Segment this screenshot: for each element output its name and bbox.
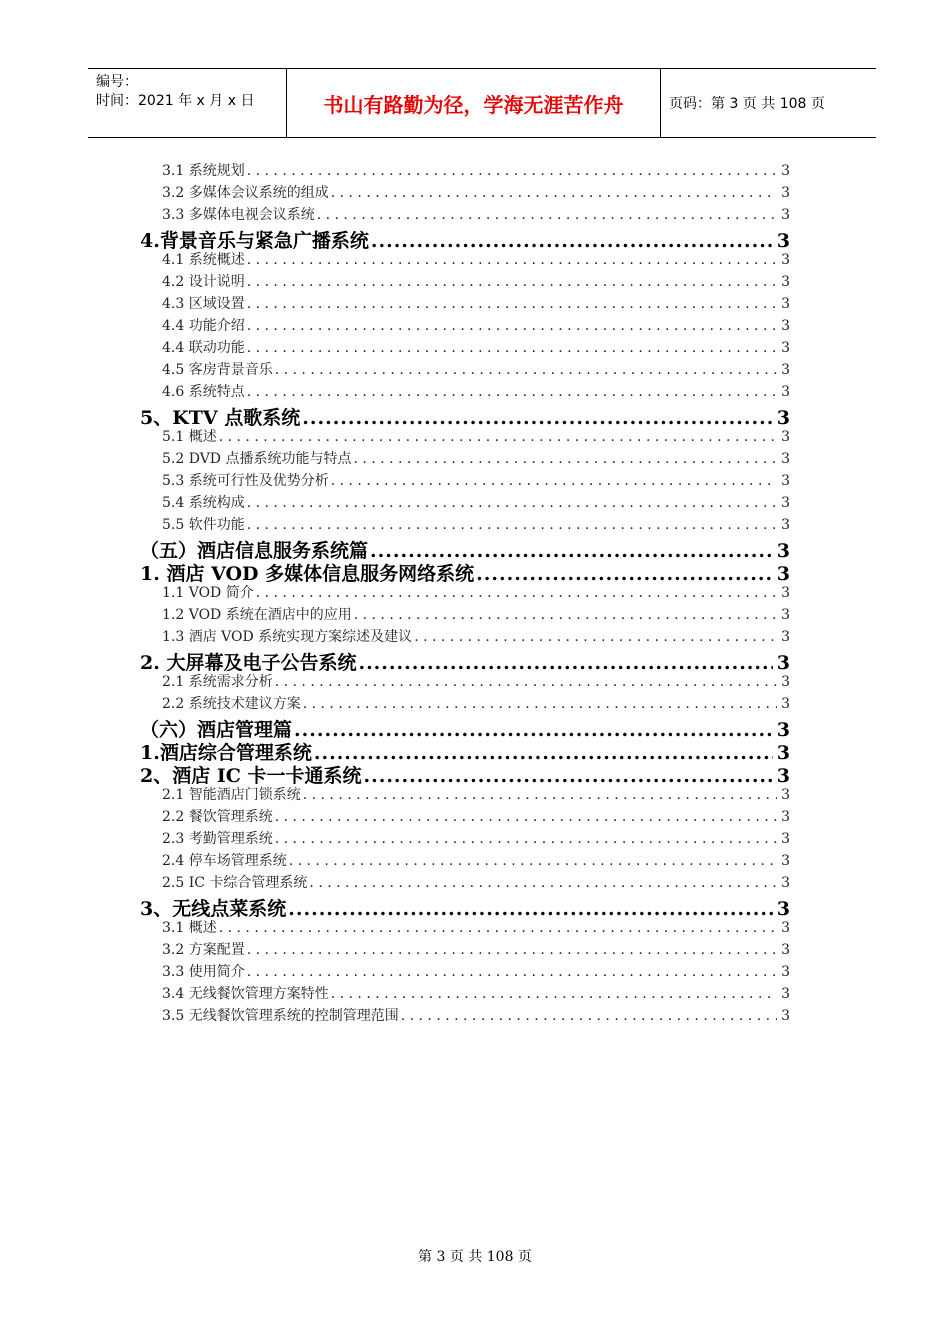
toc-entry-page: 3: [781, 517, 790, 533]
toc-entry[interactable]: [140, 917, 790, 939]
toc-leader-dots: [275, 831, 777, 847]
toc-entry-page: 3: [781, 853, 790, 869]
toc-entry-page: 3: [781, 629, 790, 645]
toc-entry-title: 4.2 设计说明: [162, 274, 245, 290]
toc-leader-dots: [247, 252, 777, 268]
toc-heading-entry[interactable]: [140, 403, 790, 426]
toc-entry-page: 3: [776, 652, 790, 671]
toc-entry[interactable]: [140, 160, 790, 182]
toc-entry-title: 3.5 无线餐饮管理系统的控制管理范围: [162, 1008, 399, 1024]
toc-entry-title: （六）酒店管理篇: [140, 719, 293, 738]
toc-entry-title: 4.1 系统概述: [162, 252, 245, 268]
toc-entry-title: 3.2 多媒体会议系统的组成: [162, 185, 329, 201]
toc-leader-dots: [303, 787, 777, 803]
toc-entry-page: 3: [781, 585, 790, 601]
toc-leader-dots: [353, 451, 777, 467]
toc-leader-dots: [256, 585, 777, 601]
toc-entry-title: 4.6 系统特点: [162, 384, 245, 400]
toc-entry-page: 3: [781, 875, 790, 891]
page-header: [88, 68, 876, 138]
toc-entry-page: 3: [781, 674, 790, 690]
toc-heading-entry[interactable]: [140, 648, 790, 671]
toc-heading-entry[interactable]: [140, 536, 790, 559]
toc-entry-title: 2.5 IC 卡综合管理系统: [162, 875, 308, 891]
header-page-info: 页码：第 3 页 共 108 页: [669, 96, 825, 112]
toc-entry-page: 3: [781, 696, 790, 712]
toc-entry-page: 3: [781, 318, 790, 334]
toc-entry[interactable]: [140, 426, 790, 448]
toc-leader-dots: [303, 696, 777, 712]
toc-entry-title: 4.3 区域设置: [162, 296, 245, 312]
toc-leader-dots: [363, 765, 772, 784]
toc-leader-dots: [247, 384, 777, 400]
header-time: 时间：2021 年 x 月 x 日: [96, 93, 255, 109]
toc-entry[interactable]: [140, 204, 790, 226]
toc-entry-title: 2.2 系统技术建议方案: [162, 696, 301, 712]
toc-entry-page: 3: [781, 384, 790, 400]
toc-leader-dots: [247, 942, 777, 958]
toc-leader-dots: [247, 517, 777, 533]
toc-leader-dots: [317, 207, 777, 223]
toc-entry-page: 3: [776, 540, 790, 559]
page-footer: 第 3 页 共 108 页: [418, 1249, 532, 1265]
toc-entry[interactable]: [140, 359, 790, 381]
toc-entry-page: 3: [781, 787, 790, 803]
toc-entry-title: 1. 酒店 VOD 多媒体信息服务网络系统: [140, 563, 475, 582]
toc-entry-title: 5.2 DVD 点播系统功能与特点: [162, 451, 352, 467]
toc-leader-dots: [288, 898, 773, 917]
toc-leader-dots: [294, 719, 773, 738]
toc-heading-entry[interactable]: [140, 559, 790, 582]
toc-entry-page: 3: [781, 362, 790, 378]
toc-entry-page: 3: [781, 986, 790, 1002]
toc-entry-page: 3: [781, 495, 790, 511]
toc-entry-title: 3.1 系统规划: [162, 163, 245, 179]
toc-entry-page: 3: [776, 898, 790, 917]
toc-entry-title: 2.2 餐饮管理系统: [162, 809, 273, 825]
toc-entry-title: 1.2 VOD 系统在酒店中的应用: [162, 607, 352, 623]
toc-entry-title: 2、酒店 IC 卡一卡通系统: [140, 765, 362, 784]
toc-leader-dots: [247, 495, 777, 511]
toc-entry-title: 5.3 系统可行性及优势分析: [162, 473, 329, 489]
toc-entry-page: 3: [776, 765, 790, 784]
toc-entry[interactable]: [140, 604, 790, 626]
toc-leader-dots: [247, 296, 777, 312]
toc-entry-page: 3: [781, 207, 790, 223]
toc-leader-dots: [331, 473, 777, 489]
toc-leader-dots: [414, 629, 777, 645]
toc-entry-title: 5.4 系统构成: [162, 495, 245, 511]
toc-entry-title: 3、无线点菜系统: [140, 898, 287, 917]
toc-heading-entry[interactable]: [140, 894, 790, 917]
toc-entry[interactable]: [140, 182, 790, 204]
header-meta: [88, 69, 287, 137]
toc-leader-dots: [247, 318, 777, 334]
toc-heading-entry[interactable]: [140, 226, 790, 249]
toc-entry-page: 3: [781, 296, 790, 312]
toc-entry-page: 3: [781, 252, 790, 268]
toc-entry[interactable]: [140, 249, 790, 271]
toc-entry-page: 3: [776, 719, 790, 738]
toc-entry-page: 3: [781, 163, 790, 179]
toc-entry-title: 2.1 智能酒店门锁系统: [162, 787, 301, 803]
toc-entry-page: 3: [781, 831, 790, 847]
toc-entry-title: （五）酒店信息服务系统篇: [140, 540, 369, 559]
toc-leader-dots: [331, 986, 777, 1002]
toc-leader-dots: [275, 809, 777, 825]
toc-entry-page: 3: [781, 274, 790, 290]
toc-entry[interactable]: [140, 693, 790, 715]
toc-entry-page: 3: [781, 964, 790, 980]
toc-entry[interactable]: [140, 784, 790, 806]
toc-entry-title: 4.背景音乐与紧急广播系统: [140, 230, 369, 249]
toc-entry[interactable]: [140, 381, 790, 403]
toc-leader-dots: [476, 563, 773, 582]
toc-entry[interactable]: [140, 337, 790, 359]
toc-leader-dots: [219, 429, 777, 445]
table-of-contents: [140, 160, 790, 1027]
toc-entry-page: 3: [781, 340, 790, 356]
header-bianhao: 编号：: [96, 74, 138, 90]
toc-entry[interactable]: [140, 315, 790, 337]
toc-entry-page: 3: [781, 920, 790, 936]
toc-leader-dots: [314, 742, 773, 761]
toc-entry[interactable]: [140, 293, 790, 315]
toc-entry[interactable]: [140, 470, 790, 492]
toc-entry-title: 3.3 使用简介: [162, 964, 245, 980]
toc-heading-entry[interactable]: [140, 715, 790, 738]
toc-entry-title: 3.1 概述: [162, 920, 217, 936]
toc-entry[interactable]: [140, 582, 790, 604]
toc-leader-dots: [354, 607, 777, 623]
toc-entry[interactable]: [140, 806, 790, 828]
toc-entry-page: 3: [781, 1008, 790, 1024]
toc-entry-page: 3: [781, 473, 790, 489]
toc-entry-title: 3.2 方案配置: [162, 942, 245, 958]
toc-entry[interactable]: [140, 448, 790, 470]
toc-entry-page: 3: [781, 607, 790, 623]
toc-entry[interactable]: [140, 961, 790, 983]
toc-leader-dots: [275, 674, 777, 690]
toc-heading-entry[interactable]: [140, 761, 790, 784]
toc-entry-page: 3: [776, 742, 790, 761]
toc-leader-dots: [289, 853, 777, 869]
toc-leader-dots: [370, 540, 773, 559]
toc-entry[interactable]: [140, 939, 790, 961]
toc-entry[interactable]: [140, 983, 790, 1005]
toc-entry-title: 1.3 酒店 VOD 系统实现方案综述及建议: [162, 629, 413, 645]
toc-entry-page: 3: [781, 809, 790, 825]
toc-leader-dots: [247, 964, 777, 980]
toc-entry[interactable]: [140, 828, 790, 850]
toc-entry[interactable]: [140, 1005, 790, 1027]
toc-leader-dots: [275, 362, 777, 378]
header-motto: 书山有路勤为径，学海无涯苦作舟: [287, 69, 661, 137]
toc-entry-title: 3.3 多媒体电视会议系统: [162, 207, 315, 223]
toc-entry-page: 3: [776, 407, 790, 426]
toc-entry-page: 3: [781, 185, 790, 201]
toc-entry-title: 2.4 停车场管理系统: [162, 853, 287, 869]
toc-entry-title: 4.4 联动功能: [162, 340, 245, 356]
toc-leader-dots: [309, 875, 777, 891]
toc-entry-page: 3: [776, 563, 790, 582]
toc-leader-dots: [401, 1008, 777, 1024]
toc-entry-title: 5.1 概述: [162, 429, 217, 445]
toc-leader-dots: [371, 230, 773, 249]
toc-entry-title: 1.1 VOD 简介: [162, 585, 254, 601]
toc-leader-dots: [302, 407, 773, 426]
toc-entry-page: 3: [781, 451, 790, 467]
toc-entry-page: 3: [781, 429, 790, 445]
toc-entry-title: 3.4 无线餐饮管理方案特性: [162, 986, 329, 1002]
toc-entry-title: 2.1 系统需求分析: [162, 674, 273, 690]
toc-leader-dots: [358, 652, 772, 671]
toc-entry-title: 5.5 软件功能: [162, 517, 245, 533]
toc-heading-entry[interactable]: [140, 738, 790, 761]
toc-leader-dots: [219, 920, 777, 936]
toc-entry-page: 3: [781, 942, 790, 958]
toc-entry-title: 4.5 客房背景音乐: [162, 362, 273, 378]
toc-entry[interactable]: [140, 626, 790, 648]
toc-entry[interactable]: [140, 671, 790, 693]
toc-entry[interactable]: [140, 271, 790, 293]
toc-leader-dots: [247, 163, 777, 179]
toc-leader-dots: [247, 274, 777, 290]
toc-entry-page: 3: [776, 230, 790, 249]
toc-entry[interactable]: [140, 850, 790, 872]
toc-entry-title: 4.4 功能介绍: [162, 318, 245, 334]
toc-entry-title: 2. 大屏幕及电子公告系统: [140, 652, 357, 671]
toc-entry-title: 1.酒店综合管理系统: [140, 742, 312, 761]
toc-entry-title: 2.3 考勤管理系统: [162, 831, 273, 847]
toc-entry[interactable]: [140, 492, 790, 514]
toc-entry-title: 5、KTV 点歌系统: [140, 407, 301, 426]
toc-entry[interactable]: [140, 514, 790, 536]
toc-leader-dots: [247, 340, 777, 356]
toc-leader-dots: [331, 185, 777, 201]
toc-entry[interactable]: [140, 872, 790, 894]
